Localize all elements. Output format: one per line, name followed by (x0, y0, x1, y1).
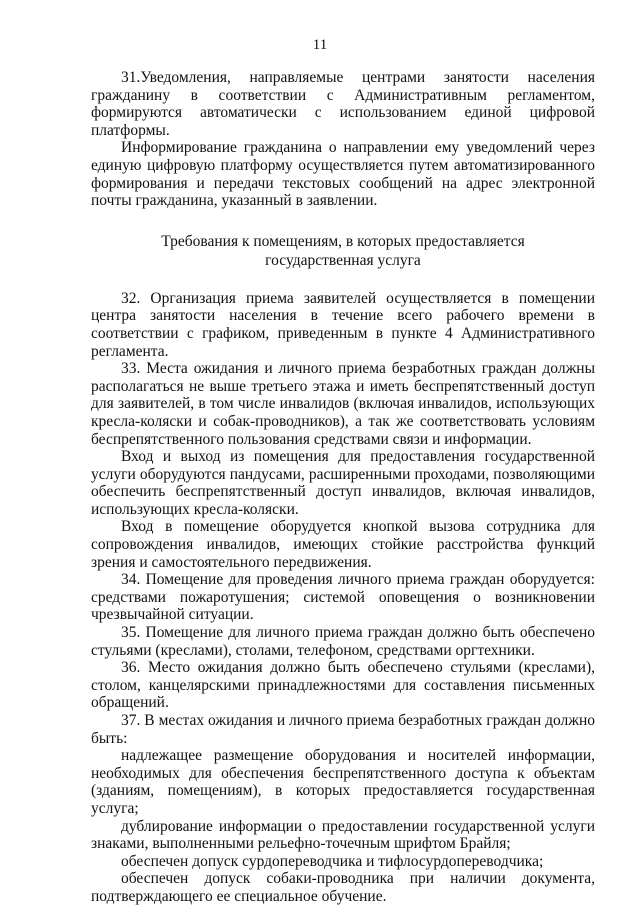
paragraph-32: 32. Организация приема заявителей осуществляется в помещении центра занятости населения в течение всего рабочего времени в соответствии с графиком, приведенным в пункте 4 Административного регламента. (91, 289, 595, 360)
paragraph-37-item-guide-dog: обеспечен допуск собаки-проводника при наличии документа, подтверждающего ее специальное обучение. (91, 870, 595, 905)
paragraph-37-item-braille: дублирование информации о предоставлении государственной услуги знаками, выполненными рельефно-точечным шрифтом Брайля; (91, 817, 595, 853)
paragraph-31: 31.Уведомления, направляемые центрами занятости населения гражданину в соответствии с Административным регламентом, формируются автоматически с использованием единой цифровой платформы. (91, 69, 595, 139)
paragraph-37: 37. В местах ожидания и личного приема безработных граждан должно быть: (91, 712, 595, 747)
document-body (91, 69, 595, 906)
paragraph-35: 35. Помещение для личного приема граждан должно быть обеспечено стульями (креслами), столами, телефоном, средствами оргтехники. (91, 624, 595, 659)
paragraph-37-item-interpreter: обеспечен допуск сурдопереводчика и тифлосурдопереводчика; (121, 852, 544, 870)
paragraph-34: 34. Помещение для проведения личного приема граждан оборудуется: средствами пожаротушения; системой оповещения о возникновении чрезвычайной ситуации. (91, 571, 595, 624)
section-heading-line-2: государственная услуга (265, 251, 421, 269)
paragraph-33-entrance: Вход и выход из помещения для предоставления государственной услуги оборудуются пандусами, расширенными проходами, позволяющими обеспечить беспрепятственный доступ инвалидов, включая инвалидов, использующих кресла-коляски. (91, 448, 595, 518)
page-number: 11 (312, 37, 328, 53)
paragraph-37-item-equipment: надлежащее размещение оборудования и носителей информации, необходимых для обеспечения беспрепятственного доступа к объектам (зданиям, помещениям), в которых предоставляется государственная услуга; (91, 747, 595, 817)
section-heading-line-1: Требования к помещениям, в которых предоставляется (161, 232, 525, 250)
paragraph-33-call-button: Вход в помещение оборудуется кнопкой вызова сотрудника для сопровождения инвалидов, имеющих стойкие расстройства функций зрения и самостоятельного передвижения. (91, 518, 595, 571)
paragraph-33: 33. Места ожидания и личного приема безработных граждан должны располагаться не выше третьего этажа и иметь беспрепятственный доступ для заявителей, в том числе инвалидов (включая инвалидов, использующих кресла-коляски и собак-проводников), а так же соответствовать условиям беспрепятственного пользования средствами связи и информации. (91, 360, 595, 448)
paragraph-31-informing: Информирование гражданина о направлении ему уведомлений через единую цифровую платформу осуществляется путем автоматизированного формирования и передачи текстовых сообщений на адрес электронной почты гражданина, указанный в заявлении. (91, 139, 595, 210)
section-heading (91, 232, 595, 270)
paragraph-36: 36. Место ожидания должно быть обеспечено стульями (креслами), столом, канцелярскими принадлежностями для составления письменных обращений. (91, 659, 595, 712)
